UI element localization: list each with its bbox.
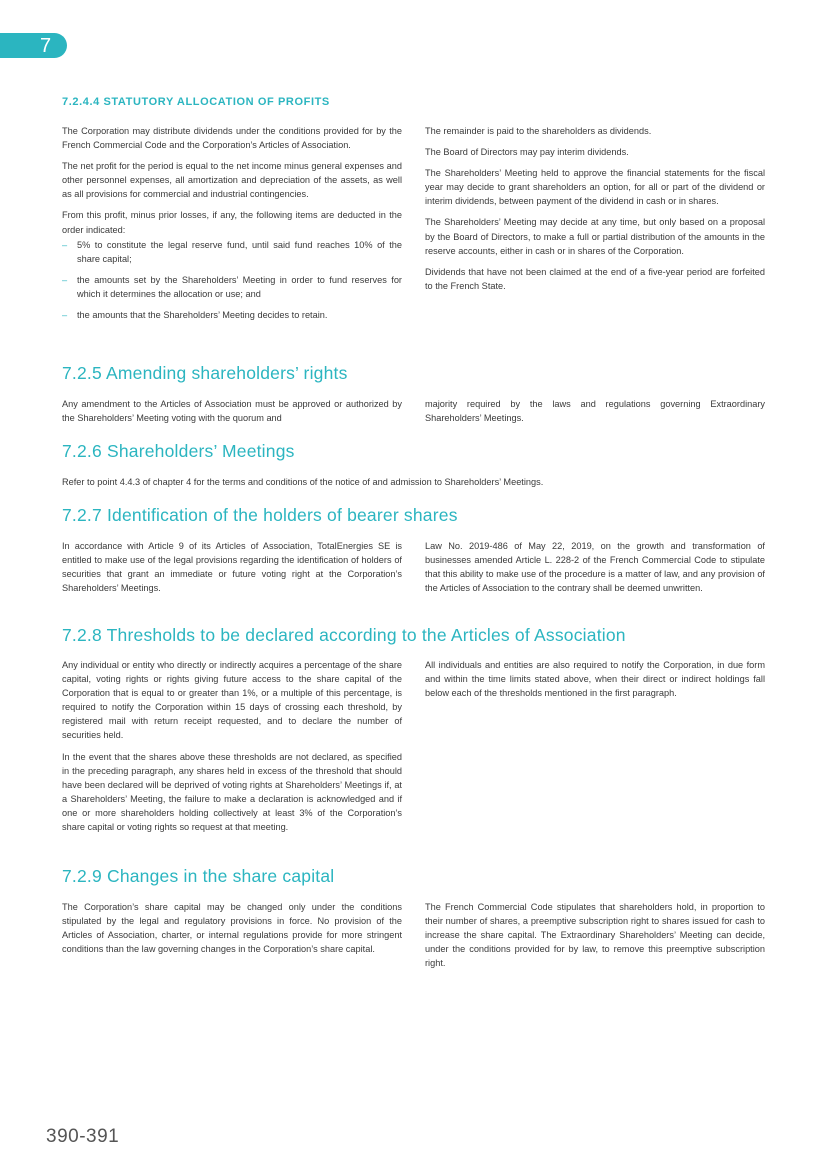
paragraph: The Shareholders’ Meeting may decide at any time, but only based on a proposal by the Board of Directors, to make a full or partial distribution of the amounts in the reserve accounts, either in cash or in shares of the Corporation. [425, 217, 765, 256]
section-728-right-column [425, 658, 765, 707]
section-729-right-column [425, 900, 765, 977]
paragraph: From this profit, minus prior losses, if any, the following items are deducted in the order indicated: [62, 210, 402, 235]
paragraph: The Corporation may distribute dividends under the conditions provided for by the French Commercial Code and the Corporation’s Articles of Association. [62, 126, 402, 151]
paragraph: The Shareholders’ Meeting held to approve the financial statements for the fiscal year may decide to grant shareholders an option, for all or part of the dividend or interim dividends, between payment of the dividend in cash or in shares. [425, 168, 765, 207]
section-727-right-column [425, 539, 765, 602]
paragraph: The Board of Directors may pay interim dividends. [425, 147, 629, 158]
paragraph: All individuals and entities are also required to notify the Corporation, in due form and within the time limits stated above, when their direct or indirect holdings fall below each of the thresholds mentioned in the first paragraph. [425, 660, 765, 699]
section-728-heading: 7.2.8 Thresholds to be declared according to the Articles of Association [62, 625, 626, 645]
list-marker: – [62, 239, 68, 250]
section-725-heading: 7.2.5 Amending shareholders’ rights [62, 363, 348, 383]
paragraph: In accordance with Article 9 of its Articles of Association, TotalEnergies SE is entitled to make use of the legal provisions regarding the identification of holders of securities that grant an immediate or future voting right at the Corporation’s Shareholders’ Meetings. [62, 541, 402, 594]
paragraph: majority required by the laws and regulations governing Extraordinary Shareholders’ Meetings. [425, 399, 765, 424]
list-item: – 5% to constitute the legal reserve fund, until said fund reaches 10% of the share capital; [62, 239, 402, 264]
list-marker: – [62, 274, 68, 285]
section-725-left-column [62, 397, 402, 432]
page-numbers: 390-391 [46, 1126, 120, 1147]
section-729-heading: 7.2.9 Changes in the share capital [62, 866, 335, 886]
section-726-heading: 7.2.6 Shareholders’ Meetings [62, 441, 295, 461]
paragraph: Any individual or entity who directly or indirectly acquires a percentage of the share capital, voting rights or rights giving future access to the share capital of the Corporation that is equal to or greater than 1%, or a multiple of this percentage, is required to notify the Corporation within 15 days of crossing each threshold, by registered mail with return receipt requested, and to declare the number of securities held. [62, 660, 402, 741]
list-marker: – [62, 310, 68, 321]
paragraph: The French Commercial Code stipulates that shareholders hold, in proportion to their number of shares, a preemptive subscription right to shares issued for cash to increase the share capital. The Extraordinary Shareholders’ Meeting can decide, under the conditions provided for by law, to remove this preemptive subscription right. [425, 902, 765, 969]
list-item: – the amounts that the Shareholders’ Meeting decides to retain. [62, 308, 402, 322]
section-727-heading: 7.2.7 Identification of the holders of bearer shares [62, 505, 458, 525]
paragraph: Any amendment to the Articles of Association must be approved or authorized by the Shareholders’ Meeting voting with the quorum and [62, 399, 402, 424]
paragraph: Refer to point 4.4.3 of chapter 4 for the terms and conditions of the notice of and admission to Shareholders’ Meetings. [62, 477, 544, 487]
paragraph: The Corporation’s share capital may be changed only under the conditions stipulated by the legal and regulatory provisions in force. No provision of the Articles of Association, charter, or internal regulations provide for more stringent conditions than the law governing changes in the Corporation’s share capital. [62, 902, 402, 955]
paragraph: In the event that the shares above these thresholds are not declared, as specified in the preceding paragraph, any shares held in excess of the threshold that should have been declared will be deprived of voting rights at Shareholders’ Meetings if, at a Shareholders’ Meeting, the failure to make a declaration is acknowledged and if one or more shareholders holding collectively at least 3% of the Corporation’s share capital or voting rights so request at that meeting. [62, 751, 402, 833]
allocation-list [62, 238, 402, 322]
paragraph: Law No. 2019-486 of May 22, 2019, on the growth and transformation of businesses amended Article L. 228-2 of the French Commercial Code to stipulate that this ability to make use of the procedure is a matter of law, and any provision of the Articles of Association to the contrary shall be deemed unwritten. [425, 541, 765, 594]
section-7244-right-column [425, 124, 765, 300]
section-7244-left-column [62, 124, 402, 329]
list-item: – the amounts set by the Shareholders’ Meeting in order to fund reserves for which it determines the allocation or use; and [62, 274, 402, 299]
section-729-left-column [62, 900, 402, 963]
section-727-left-column [62, 539, 402, 602]
paragraph: Dividends that have not been claimed at the end of a five-year period are forfeited to the French State. [425, 266, 765, 291]
section-728-left-column [62, 658, 402, 841]
section-725-right-column [425, 397, 765, 432]
paragraph: The remainder is paid to the shareholders as dividends. [425, 126, 652, 136]
chapter-number: 7 [40, 35, 52, 57]
paragraph: The net profit for the period is equal to the net income minus general expenses and other personnel expenses, all amortization and depreciation of the assets, as well as all provisions for commercial and industrial contingencies. [62, 161, 402, 200]
section-7244-heading: 7.2.4.4 STATUTORY ALLOCATION OF PROFITS [62, 96, 330, 108]
chapter-tab [0, 33, 67, 58]
section-726-body [62, 475, 765, 496]
